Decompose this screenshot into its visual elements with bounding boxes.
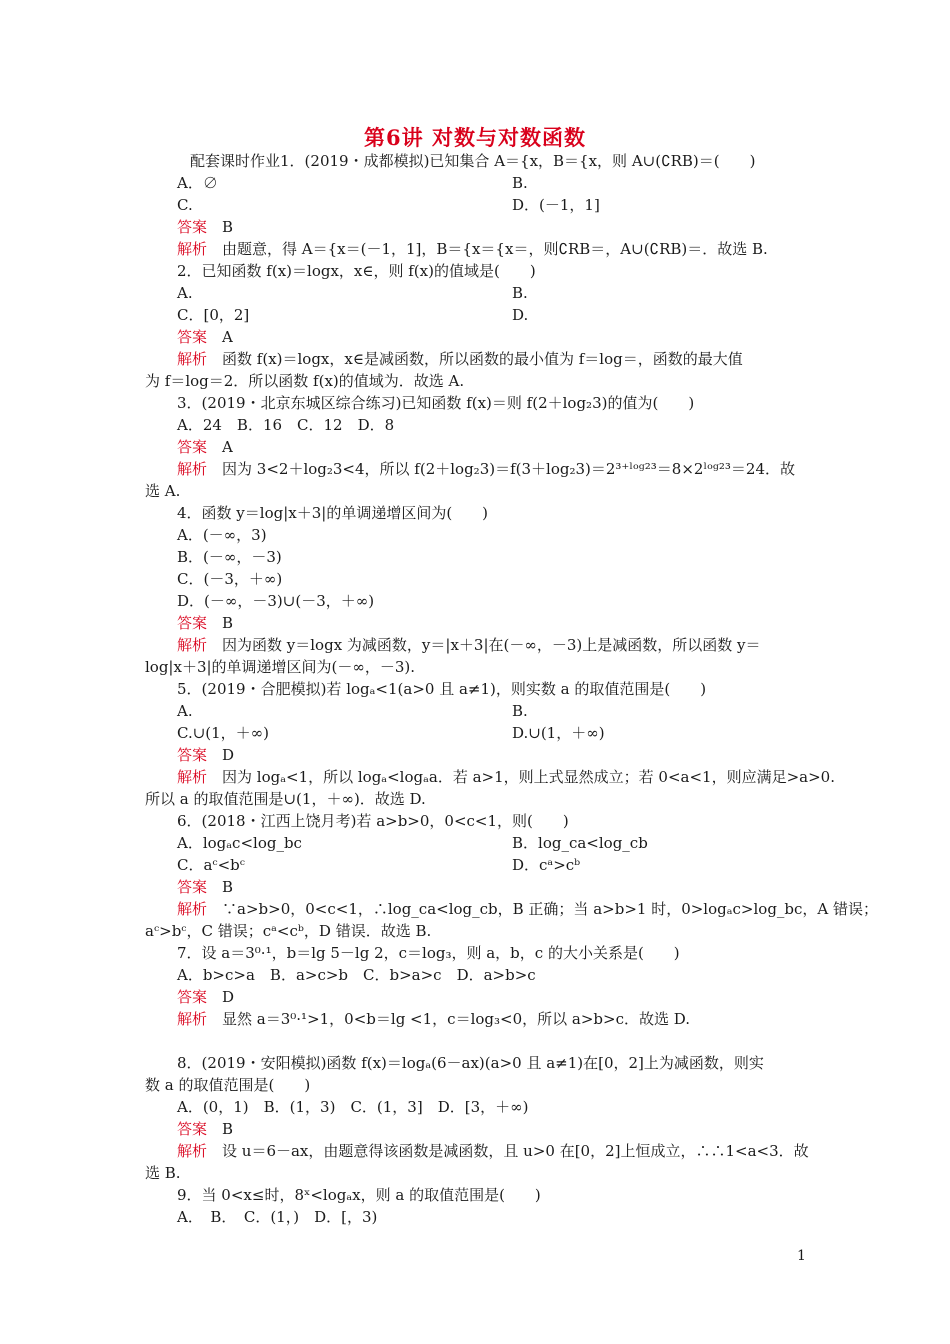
text-line: 解析 因为 logₐ<1，所以 logₐ<logₐa．若 a>1，则上式显然成立；若 0<a<1，则应满足>a>0. — [177, 768, 835, 786]
answer-label: 答案 — [177, 328, 208, 346]
page-number: 1 — [797, 1248, 806, 1264]
page-title: 第6讲 对数与对数函数 — [364, 125, 586, 150]
answer-line: 答案 A — [177, 328, 233, 346]
answer-label: 答案 — [177, 1120, 208, 1138]
text-line: 5．(2019・合肥模拟)若 logₐ<1(a>0 且 a≠1)，则实数 a 的取值范围是( ) — [177, 680, 707, 698]
text-line: aᶜ>bᶜ，C 错误；cᵃ<cᵇ，D 错误．故选 B. — [145, 922, 432, 940]
text-line: B. — [512, 174, 528, 192]
text-line: D.∪(1，＋∞) — [512, 724, 605, 742]
text-line: D．(－∞，－3)∪(－3，＋∞) — [177, 592, 375, 610]
text-line: D. — [512, 306, 529, 324]
text-line: C.∪(1，＋∞) — [177, 724, 270, 742]
analysis-label: 解析 — [177, 1010, 208, 1028]
text-line: 所以 a 的取值范围是∪(1，＋∞)．故选 D. — [145, 790, 426, 808]
text-line: A．(0，1) B．(1，3) C．(1，3] D．[3，＋∞) — [177, 1098, 529, 1116]
text-line: 解析 设 u＝6－ax，由题意得该函数是减函数，且 u>0 在[0，2]上恒成立，∴∴1<a<3．故 — [177, 1142, 809, 1160]
text-line: A．b>c>a B．a>c>b C．b>a>c D．a>b>c — [177, 966, 536, 984]
text-line: 3．(2019・北京东城区综合练习)已知函数 f(x)＝则 f(2＋log₂3)的值为( ) — [177, 394, 695, 412]
analysis-label: 解析 — [177, 1142, 208, 1160]
answer-line: 答案 D — [177, 746, 235, 764]
answer-label: 答案 — [177, 746, 208, 764]
analysis-label: 解析 — [177, 768, 208, 786]
analysis-label: 解析 — [177, 636, 208, 654]
answer-label: 答案 — [177, 878, 208, 896]
text-line: D．cᵃ>cᵇ — [512, 856, 581, 874]
text-line: B. — [512, 702, 528, 720]
text-line: B．log_ca<log_cb — [512, 834, 648, 852]
text-line: A．(－∞，3) — [177, 526, 267, 544]
text-line: 解析 由题意，得 A＝{x＝(－1，1]，B＝{x＝{x＝，则∁RB＝，A∪(∁RB)＝．故选 B. — [177, 240, 768, 258]
answer-label: 答案 — [177, 218, 208, 236]
text-line: C. — [177, 196, 193, 214]
text-line: 4．函数 y＝log|x＋3|的单调递增区间为( ) — [177, 504, 489, 522]
text-line: A．24 B．16 C．12 D．8 — [177, 416, 395, 434]
text-line: C．(－3，＋∞) — [177, 570, 283, 588]
text-line: C．aᶜ<bᶜ — [177, 856, 245, 874]
text-line: B．(－∞，－3) — [177, 548, 282, 566]
answer-line: 答案 B — [177, 878, 234, 896]
analysis-label: 解析 — [177, 900, 208, 918]
answer-line: 答案 A — [177, 438, 233, 456]
text-line: A. — [177, 284, 193, 302]
answer-line: 答案 D — [177, 988, 235, 1006]
answer-line: 答案 B — [177, 614, 234, 632]
text-line: 解析 因为函数 y＝logx 为减函数，y＝|x＋3|在(－∞，－3)上是减函数，所以函数 y＝ — [177, 636, 761, 654]
text-line: A. — [177, 702, 193, 720]
text-line: 7．设 a＝3⁰·¹，b＝lg 5－lg 2，c＝log₃，则 a，b，c 的大小关系是( ) — [177, 944, 680, 962]
text-line: D．(－1，1] — [512, 196, 600, 214]
text-line: 2．已知函数 f(x)＝logx，x∈，则 f(x)的值域是( ) — [177, 262, 536, 280]
text-line: 8．(2019・安阳模拟)函数 f(x)＝logₐ(6－ax)(a>0 且 a≠1)在[0，2]上为减函数，则实 — [177, 1054, 764, 1072]
text-line: C．[0，2] — [177, 306, 250, 324]
text-line: A．∅ — [177, 174, 218, 192]
text-line: log|x＋3|的单调递增区间为(－∞，－3). — [145, 658, 416, 676]
text-line: A．logₐc<log_bc — [177, 834, 302, 852]
text-line: 解析 ∵a>b>0，0<c<1，∴log_ca<log_cb，B 正确；当 a>b>1 时，0>logₐc>log_bc，A 错误； — [177, 900, 879, 918]
analysis-label: 解析 — [177, 350, 208, 368]
text-line: 选 A. — [145, 482, 181, 500]
analysis-label: 解析 — [177, 240, 208, 258]
text-line: 数 a 的取值范围是( ) — [145, 1076, 311, 1094]
text-line: 配套课时作业1．(2019・成都模拟)已知集合 A＝{x，B＝{x，则 A∪(∁RB)＝( ) — [190, 152, 756, 170]
analysis-label: 解析 — [177, 460, 208, 478]
text-line: 选 B. — [145, 1164, 181, 1182]
answer-label: 答案 — [177, 614, 208, 632]
answer-line: 答案 B — [177, 218, 234, 236]
answer-label: 答案 — [177, 438, 208, 456]
text-line: 9．当 0<x≤时，8ˣ<logₐx，则 a 的取值范围是( ) — [177, 1186, 541, 1204]
text-line: 解析 显然 a＝3⁰·¹>1，0<b＝lg <1，c＝log₃<0，所以 a>b>c．故选 D. — [177, 1010, 691, 1028]
text-line: 为 f＝log＝2．所以函数 f(x)的值域为．故选 A. — [145, 372, 465, 390]
answer-label: 答案 — [177, 988, 208, 1006]
text-line: B. — [512, 284, 528, 302]
text-line: A． B． C．(1，) D．[，3) — [177, 1208, 378, 1226]
text-line: 6．(2018・江西上饶月考)若 a>b>0，0<c<1，则( ) — [177, 812, 569, 830]
text-line: 解析 函数 f(x)＝logx，x∈是减函数，所以函数的最小值为 f＝log＝，函数的最大值 — [177, 350, 743, 368]
text-line: 解析 因为 3<2＋log₂3<4，所以 f(2＋log₂3)＝f(3＋log₂3)＝2³⁺ˡᵒᵍ²³＝8×2ˡᵒᵍ²³＝24．故 — [177, 460, 795, 478]
answer-line: 答案 B — [177, 1120, 234, 1138]
